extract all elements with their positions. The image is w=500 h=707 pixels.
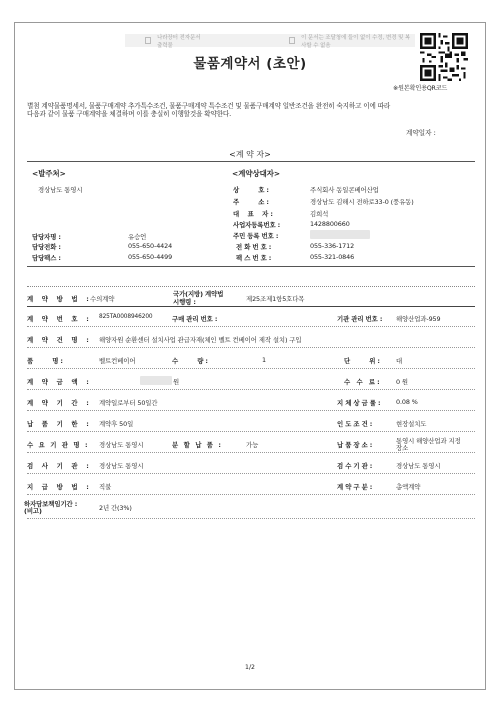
intro-line: 다음과 같이 물품 구매계약을 체결하며 이를 충실히 이행할것을 확약한다.: [27, 110, 232, 119]
redacted-resident-number: [310, 230, 370, 239]
payment-method-label: 지 급 방 법 :: [27, 483, 92, 491]
divider: [27, 494, 475, 495]
period-label: 계 약 기 간 :: [27, 399, 92, 407]
warranty-label: 하자담보책임기간 :: [24, 500, 78, 508]
divider: [27, 452, 475, 453]
contractor-header: <계약상대자>: [232, 169, 281, 178]
document-icon: [145, 37, 151, 44]
qr-caption: ※원본확인용QR코드: [393, 85, 448, 92]
contractor-fax-value: 055-321-0846: [310, 253, 355, 261]
orderer-header: <발주처>: [32, 169, 66, 178]
period-value: 계약일로부터 50일간: [99, 399, 158, 407]
method-label: 계 약 방 법 :: [27, 295, 92, 303]
divider: [27, 161, 475, 162]
warranty-value: 2년 간(3%): [99, 504, 132, 512]
divider: [27, 389, 475, 390]
divider: [27, 326, 475, 327]
delivery-deadline-label: 납 품 기 한 :: [27, 420, 92, 428]
demand-org-label: 수 요 기 관 명 :: [27, 441, 90, 449]
page-title: 물품계약서 (초안): [193, 56, 307, 72]
lock-icon: [289, 37, 295, 44]
document-banner: [125, 34, 415, 47]
orderer-phone-label: 담당전화 :: [32, 243, 61, 251]
fee-label: 수 수 료 :: [344, 378, 380, 386]
contractor-ceo-value: 김희석: [310, 210, 329, 218]
delivery-deadline-value: 계약후 50일: [99, 420, 134, 428]
intro-paragraph: [27, 102, 477, 119]
intro-line: 별첨 계약물품명세서, 물품구매계약 추가특수조건, 물품구매계약 특수조건 및 물품구매계약 일반조건을 완전히 숙지하고 이에 따라: [27, 102, 391, 110]
divider: [27, 266, 475, 267]
quantity-label: 수 량 :: [172, 357, 208, 365]
banner-left-text: 나라장터 전자문서 출력물: [157, 34, 201, 49]
method-value: 수의계약: [90, 295, 115, 303]
fee-value: 0 원: [396, 378, 408, 386]
delivery-terms-label: 인 도 조 건 :: [337, 420, 373, 428]
contractor-resident-label: 주민 등록 번호 :: [233, 232, 279, 240]
warranty-label-2: (비고): [24, 507, 42, 515]
banner-right-text: 이 문서는 조달청에 들이 없이 수정, 변경 및 복사할 수 없음: [301, 34, 411, 49]
delivery-place-label: 납 품 장 소 :: [337, 441, 373, 449]
purchase-mgmt-label: 구매 관리 번호 :: [172, 315, 218, 323]
divider: [27, 518, 475, 519]
amount-value: 원: [173, 378, 180, 386]
acceptance-org-label: 검 수 기 관 :: [337, 462, 373, 470]
split-delivery-value: 가능: [246, 441, 259, 449]
orderer-fax-label: 담당팩스 :: [32, 254, 61, 262]
divider: [27, 473, 475, 474]
inspection-org-value: 경상남도 통영시: [99, 462, 144, 470]
contractor-bizno-value: 1428800660: [310, 220, 350, 228]
contract-type-label: 계 약 구 분 :: [337, 483, 373, 491]
contract-type-value: 총액계약: [396, 483, 421, 491]
divider: [27, 410, 475, 411]
delivery-place-value-2: 장소: [396, 444, 409, 452]
divider: [27, 431, 475, 432]
demand-org-value: 경상남도 통영시: [99, 441, 144, 449]
item-label: 품 명 :: [27, 357, 63, 365]
contract-number-label: 계 약 번 호 :: [27, 315, 92, 323]
org-mgmt-value: 해양산업과-959: [396, 315, 441, 323]
split-delivery-label: 분 할 납 품 :: [172, 441, 223, 449]
org-mgmt-label: 기관 관리 번호 :: [337, 315, 383, 323]
contractor-bizno-label: 사업자등록번호 :: [233, 221, 281, 229]
delivery-place-value: 통영시 해양산업과 지정: [396, 437, 461, 445]
section-title-parties: <계 약 자>: [229, 150, 271, 159]
divider: [27, 347, 475, 348]
amount-label: 계 약 금 액 :: [27, 378, 92, 386]
contractor-fax-label: 팩 스 번 호 :: [236, 254, 272, 262]
delay-rate-value: 0.08 %: [396, 398, 418, 406]
divider: [27, 368, 475, 369]
document-page: [14, 22, 486, 690]
page-number: 1/2: [245, 664, 255, 671]
contractor-phone-label: 전 화 번 호 :: [236, 243, 272, 251]
orderer-manager-value: 유승언: [128, 233, 147, 241]
contract-case-value: 해양자원 순환센터 설치사업 관급자재(체인 벨트 컨베이어 제작 설치) 구입: [99, 336, 302, 344]
orderer-name: 경상남도 통영시: [38, 186, 83, 194]
acceptance-org-value: 경상남도 통영시: [396, 462, 441, 470]
inspection-org-label: 검 사 기 관 :: [27, 462, 92, 470]
unit-value: 대: [396, 357, 403, 365]
redacted-amount: [140, 376, 172, 385]
payment-method-value: 직불: [99, 483, 112, 491]
contract-case-label: 계 약 건 명 :: [27, 336, 92, 344]
orderer-fax-value: 055-650-4499: [128, 253, 173, 261]
law-label-2: 시행령 :: [173, 298, 196, 306]
contractor-address-value: 경상남도 김해시 전하로33-0 (풍유동): [310, 198, 414, 206]
contractor-company-label: 상 호 :: [233, 186, 269, 194]
delivery-terms-value: 현장설치도: [396, 420, 427, 428]
contract-number-value: 825TA0008946200: [99, 314, 153, 320]
contractor-phone-value: 055-336-1712: [310, 242, 355, 250]
item-value: 벨트컨베이어: [99, 357, 136, 365]
orderer-phone-value: 055-650-4424: [128, 242, 173, 250]
law-value: 제25조제1항5호다목: [246, 295, 305, 303]
contractor-address-label: 주 소 :: [233, 198, 269, 206]
quantity-value: 1: [262, 356, 266, 364]
unit-label: 단 위 :: [344, 357, 380, 365]
contractor-ceo-label: 대 표 자 :: [233, 210, 273, 218]
law-label: 국가(지방) 계약법: [173, 290, 224, 298]
divider: [27, 286, 475, 287]
orderer-manager-label: 담당자명 :: [32, 233, 61, 241]
divider: [27, 306, 475, 307]
contractor-company-value: 주식회사 동일콘베어산업: [310, 186, 379, 194]
contract-date-label: 계약일자 :: [406, 129, 436, 137]
delay-rate-label: 지 체 상 금 률 :: [337, 399, 381, 407]
